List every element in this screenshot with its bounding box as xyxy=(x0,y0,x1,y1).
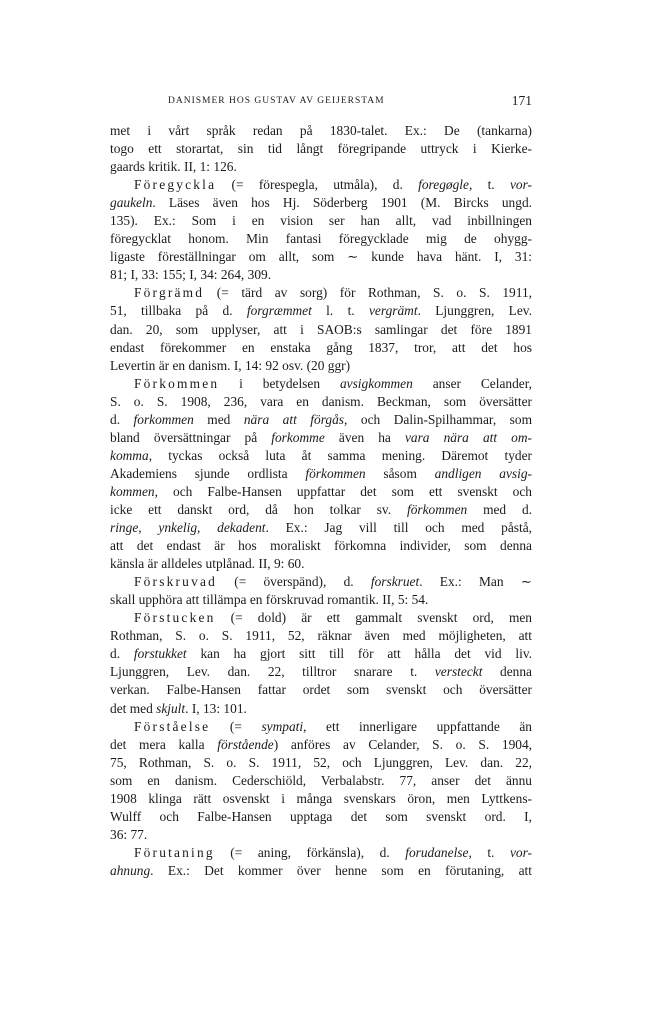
text-segment: . Läses även hos Hj. Söderberg 1901 (M. Bircks ungd. xyxy=(152,195,532,211)
headword: Föregyckla xyxy=(134,177,217,193)
text-line xyxy=(110,700,532,718)
text-line xyxy=(110,681,532,699)
text-segment: . I, 13: 101. xyxy=(185,700,247,716)
text-segment: anser Celander, xyxy=(412,375,533,391)
text-segment: (= xyxy=(210,718,262,734)
text-line xyxy=(110,266,532,284)
text-segment: (= aning, förkänsla), d. xyxy=(214,844,406,860)
text-line xyxy=(110,772,532,790)
text-segment: (= dold) är ett gammalt svenskt ord, men xyxy=(215,610,532,626)
italic-term: vergrämt xyxy=(368,303,418,319)
text-segment: dan. 20, som upplyser, att i SAOB:s samlingar det före 1891 xyxy=(110,321,532,337)
text-segment: det mera kalla xyxy=(110,736,218,752)
text-segment: Rothman, S. o. S. 1911, 52, räknar även med möjligheten, att xyxy=(110,628,532,644)
text-line xyxy=(110,339,532,357)
text-segment: 51, tillbaka på d. xyxy=(110,303,247,319)
running-title: DANISMER HOS GUSTAV AV GEIJERSTAM xyxy=(168,96,385,106)
text-line xyxy=(110,718,532,736)
text-segment: , t. xyxy=(468,177,510,193)
text-line xyxy=(110,411,532,429)
italic-term: förstående xyxy=(217,736,274,752)
text-line xyxy=(110,140,532,158)
text-segment: ligaste föreställningar om allt, som ∼ kunde hava hänt. I, 31: xyxy=(110,249,532,265)
paragraph xyxy=(110,375,532,574)
text-line xyxy=(110,122,532,140)
text-segment: togo ett storartat, sin tid långt föregripande uttryck i Kierke- xyxy=(110,141,532,157)
text-line xyxy=(110,555,532,573)
text-segment: (= tärd av sorg) för Rothman, S. o. S. 1911, xyxy=(204,285,532,301)
text-segment: , tyckas också luta åt samma mening. Däremot tyder xyxy=(148,447,532,463)
text-line xyxy=(110,736,532,754)
text-line xyxy=(110,194,532,212)
text-line xyxy=(110,465,532,483)
text-segment: föregycklat honom. Min fantasi föregycklade mig de ohygg- xyxy=(110,231,532,247)
text-segment: Akademiens sjunde ordlista xyxy=(110,465,306,481)
text-line xyxy=(110,158,532,176)
text-line xyxy=(110,176,532,194)
text-segment: 36: 77. xyxy=(110,826,148,842)
italic-term: foregøgle xyxy=(418,177,469,193)
text-segment: denna xyxy=(482,664,532,680)
text-segment: met i vårt språk redan på 1830-talet. Ex.: De (tankarna) xyxy=(110,123,532,138)
italic-term: avsigkommen xyxy=(339,375,413,391)
text-segment: Wulff och Falbe-Hansen upptaga det som svenskt ord. I, xyxy=(110,808,532,824)
text-line xyxy=(110,645,532,663)
text-segment: . Ex.: Man ∼ xyxy=(419,574,532,590)
paragraph xyxy=(110,609,532,717)
text-segment: det med xyxy=(110,700,157,716)
text-line xyxy=(110,790,532,808)
text-line xyxy=(110,447,532,465)
text-segment: som en danism. Cederschiöld, Verbalabstr. 77, anser det ännu xyxy=(110,772,532,788)
italic-term: forstukket xyxy=(133,646,187,662)
text-segment: , och Dalin-Spilhammar, som xyxy=(344,411,533,427)
text-line xyxy=(110,808,532,826)
running-head xyxy=(110,92,532,112)
text-segment: , och Falbe-Hansen uppfattar det som ett svenskt och xyxy=(154,483,532,499)
italic-term: vor- xyxy=(509,177,532,193)
italic-term: komma xyxy=(110,447,149,463)
text-segment: såsom xyxy=(365,465,435,481)
italic-term: förkommen xyxy=(406,501,468,517)
text-segment: gaards kritik. II, 1: 126. xyxy=(110,159,237,175)
italic-term: ahnung xyxy=(110,862,151,878)
text-segment: Ljunggren, Lev. dan. 22, tilltror snarare t. xyxy=(110,664,435,680)
text-segment: 1908 klinga rätt osvenskt i många svenskars öron, men Lyttkens- xyxy=(110,790,532,806)
text-line xyxy=(110,501,532,519)
text-line xyxy=(110,429,532,447)
headword: Förgrämd xyxy=(134,285,205,301)
text-line xyxy=(110,284,532,302)
text-line xyxy=(110,627,532,645)
text-segment: att det endast är hos moraliskt förkomna individer, som denna xyxy=(110,538,532,554)
text-segment: . Ex.: Jag vill till och med påstå, xyxy=(265,520,533,536)
paragraph xyxy=(110,573,532,609)
headword: Förkommen xyxy=(134,375,220,391)
text-segment: med xyxy=(193,411,244,427)
text-segment: (= överspänd), d. xyxy=(217,574,371,590)
text-line xyxy=(110,357,532,375)
italic-term: forkomme xyxy=(271,429,325,445)
text-segment: icke ett danskt ord, då hon tolkar sv. xyxy=(110,501,407,517)
headword: Förskruvad xyxy=(134,574,217,590)
page-number: 171 xyxy=(511,93,532,108)
paragraph xyxy=(110,284,532,374)
text-segment: 81; I, 33: 155; I, 34: 264, 309. xyxy=(110,267,272,283)
headword: Förutaning xyxy=(134,844,215,860)
text-segment: . Ljunggren, Lev. xyxy=(417,303,532,319)
text-line xyxy=(110,519,532,537)
text-line xyxy=(110,862,532,880)
body-text xyxy=(110,122,532,880)
text-line xyxy=(110,212,532,230)
italic-term: vara nära att om- xyxy=(404,429,532,445)
text-segment: i betydelsen xyxy=(219,375,340,391)
text-segment: även ha xyxy=(324,429,405,445)
text-line xyxy=(110,844,532,862)
text-line xyxy=(110,754,532,772)
italic-term: forskruet xyxy=(370,574,420,590)
headword: Förstucken xyxy=(134,610,216,626)
text-line xyxy=(110,302,532,320)
text-line xyxy=(110,591,532,609)
text-segment: med d. xyxy=(467,501,533,517)
text-segment: , t. xyxy=(468,844,510,860)
text-segment: bland översättningar på xyxy=(110,429,272,445)
text-line xyxy=(110,663,532,681)
text-segment: 75, Rothman, S. o. S. 1911, 52, och Ljunggren, Lev. dan. 22, xyxy=(110,754,532,770)
text-segment: verkan. Falbe-Hansen fattar ordet som svenskt och översätter xyxy=(110,682,532,698)
italic-term: förkommen xyxy=(305,465,366,481)
italic-term: sympati xyxy=(261,718,304,734)
text-segment: d. xyxy=(110,411,134,427)
italic-term: gaukeln xyxy=(110,195,153,211)
text-line xyxy=(110,321,532,339)
italic-term: versteckt xyxy=(434,664,483,680)
text-line xyxy=(110,537,532,555)
text-segment: S. o. S. 1908, 236, vara en danism. Beckman, som översätter xyxy=(110,393,532,409)
text-line xyxy=(110,483,532,501)
text-segment: ) anföres av Celander, S. o. S. 1904, xyxy=(273,736,532,752)
italic-term: skjult xyxy=(156,700,186,716)
text-line xyxy=(110,573,532,591)
italic-term: forudanelse xyxy=(405,844,469,860)
text-line xyxy=(110,230,532,248)
paragraph xyxy=(110,176,532,284)
text-segment: skall upphöra att tillämpa en förskruvad romantik. II, 5: 54. xyxy=(110,592,429,608)
text-segment: kan ha gjort sitt till för att hålla det vid liv. xyxy=(186,646,532,662)
text-line xyxy=(110,375,532,393)
italic-term: forgræmmet xyxy=(246,303,312,319)
text-segment: endast förekommer en enstaka gång 1837, tror, att det hos xyxy=(110,339,532,355)
text-segment: , ett innerligare uppfattande än xyxy=(303,718,532,734)
italic-term: forkommen xyxy=(133,411,194,427)
book-page xyxy=(110,92,532,880)
paragraph xyxy=(110,718,532,844)
text-segment: (= förespegla, utmåla), d. xyxy=(216,177,419,193)
text-line xyxy=(110,826,532,844)
text-segment: . Ex.: Det kommer över henne som en förutaning, att xyxy=(150,862,532,878)
text-segment: l. t. xyxy=(311,303,369,319)
italic-term: vor- xyxy=(509,844,532,860)
text-segment: känsla är alldeles utplånad. II, 9: 60. xyxy=(110,556,305,572)
text-segment: d. xyxy=(110,646,134,662)
text-segment: 135). Ex.: Som i en vision ser han allt, vad inbillningen xyxy=(110,213,532,229)
headword: Förståelse xyxy=(134,718,211,734)
text-segment: Levertin är en danism. I, 14: 92 osv. (20 ggr) xyxy=(110,357,351,373)
italic-term: andligen avsig- xyxy=(434,465,532,481)
paragraph xyxy=(110,122,532,176)
italic-term: ringe, ynkelig, dekadent xyxy=(110,520,266,536)
text-line xyxy=(110,609,532,627)
italic-term: nära att förgås xyxy=(243,411,345,427)
italic-term: kommen xyxy=(110,483,155,499)
text-line xyxy=(110,248,532,266)
paragraph xyxy=(110,844,532,880)
text-line xyxy=(110,393,532,411)
